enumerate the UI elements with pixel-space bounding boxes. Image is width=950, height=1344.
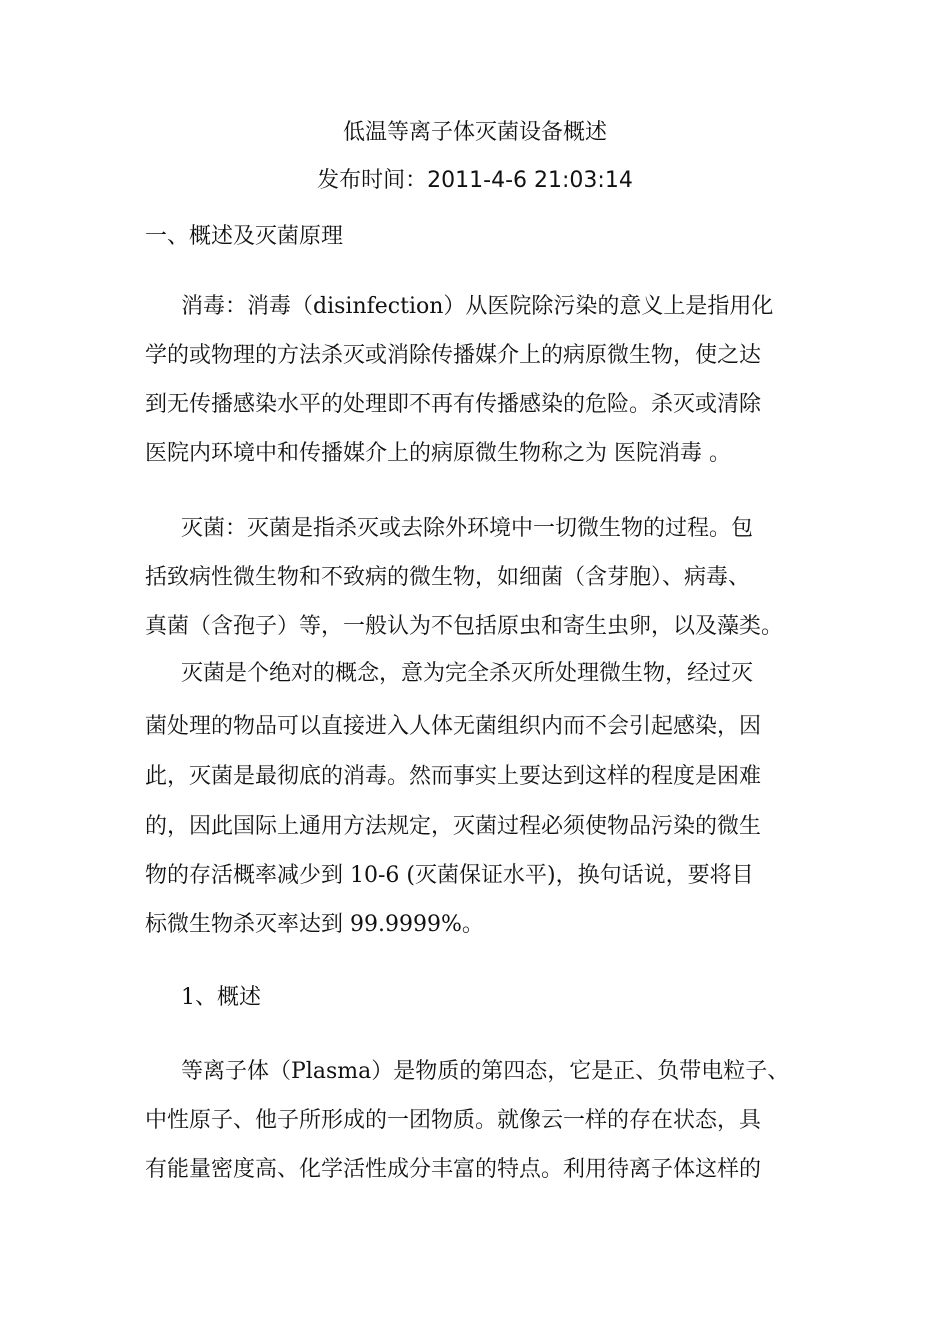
publish-label: 发布时间： bbox=[317, 168, 428, 193]
paragraph-line: 有能量密度高、化学活性成分丰富的特点。利用待离子体这样的 bbox=[145, 1157, 762, 1182]
paragraph-line: 括致病性微生物和不致病的微生物，如细菌（含芽胞）、病毒、 bbox=[145, 565, 751, 590]
publish-time: 2011-4-6 21:03:14 bbox=[427, 168, 633, 193]
paragraph-line: 物的存活概率减少到 10-6 (灭菌保证水平)，换句话说，要将目 bbox=[145, 863, 754, 888]
paragraph-line: 消毒：消毒（disinfection）从医院除污染的意义上是指用化 bbox=[181, 294, 774, 319]
section-heading: 一、概述及灭菌原理 bbox=[145, 224, 344, 249]
document-title: 低温等离子体灭菌设备概述 bbox=[342, 120, 607, 145]
paragraph-line: 到无传播感染水平的处理即不再有传播感染的危险。杀灭或清除 bbox=[145, 392, 762, 417]
subsection-heading: 1、概述 bbox=[181, 985, 261, 1010]
paragraph-line: 学的或物理的方法杀灭或消除传播媒介上的病原微生物，使之达 bbox=[145, 343, 762, 368]
paragraph-line: 医院内环境中和传播媒介上的病原微生物称之为 医院消毒 。 bbox=[145, 441, 731, 466]
paragraph-line: 中性原子、他子所形成的一团物质。就像云一样的存在状态，具 bbox=[145, 1108, 762, 1133]
paragraph-line: 的，因此国际上通用方法规定，灭菌过程必须使物品污染的微生 bbox=[145, 814, 762, 839]
paragraph-line: 灭菌：灭菌是指杀灭或去除外环境中一切微生物的过程。包 bbox=[181, 516, 754, 541]
paragraph-line: 此，灭菌是最彻底的消毒。然而事实上要达到这样的程度是困难 bbox=[145, 764, 762, 789]
paragraph-line: 灭菌是个绝对的概念，意为完全杀灭所处理微生物，经过灭 bbox=[181, 661, 754, 686]
paragraph-line: 等离子体（Plasma）是物质的第四态，它是正、负带电粒子、 bbox=[181, 1059, 790, 1084]
paragraph-line: 真菌（含孢子）等，一般认为不包括原虫和寄生虫卵，以及藻类。 bbox=[145, 614, 784, 639]
publish-time-line bbox=[145, 166, 805, 196]
paragraph-line: 标微生物杀灭率达到 99.9999%。 bbox=[145, 912, 484, 937]
paragraph-line: 菌处理的物品可以直接进入人体无菌组织内而不会引起感染，因 bbox=[145, 714, 762, 739]
